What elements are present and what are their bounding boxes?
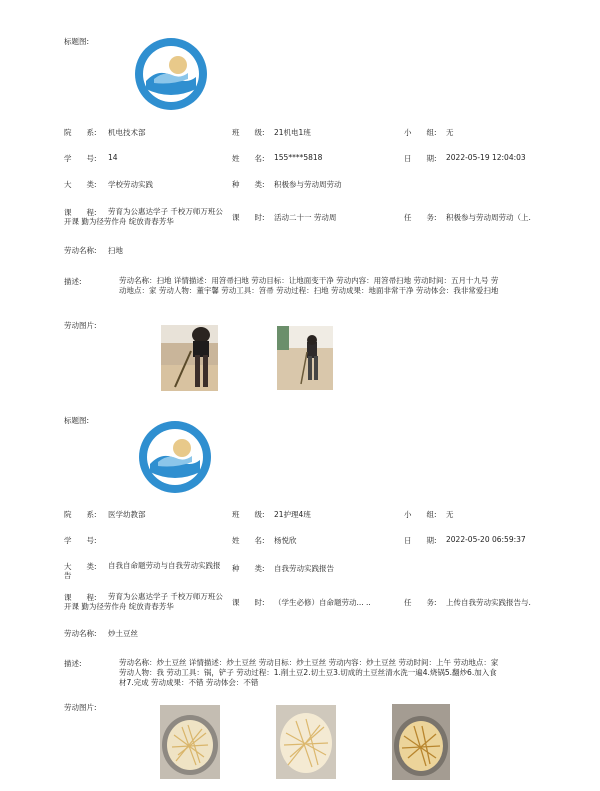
labor-name-label: 劳动名称: <box>64 629 97 638</box>
class-label: 班 级: <box>232 510 265 519</box>
group-label: 小 组: <box>404 128 437 137</box>
period-value: 活动二十一 劳动周 <box>274 213 337 222</box>
type-label: 种 类: <box>232 564 265 573</box>
title-image-label: 标题图: <box>64 416 90 425</box>
description-label: 描述: <box>64 277 82 286</box>
dept-label: 院 系: <box>64 128 97 137</box>
period-label: 课 时: <box>232 598 265 607</box>
labor-photo-sweeping-1 <box>161 325 218 391</box>
photos-label: 劳动图片: <box>64 321 97 330</box>
group-label: 小 组: <box>404 510 437 519</box>
task-value: 上传自我劳动实践报告与. <box>446 598 531 607</box>
logo-year: 1993-1994 <box>157 95 185 101</box>
name-label: 姓 名: <box>232 536 265 545</box>
name-value: 155****5818 <box>274 153 323 162</box>
type-value: 积极参与劳动周劳动 <box>274 180 342 189</box>
date-value: 2022-05-19 12:04:03 <box>446 153 526 162</box>
task-value: 积极参与劳动周劳动（上. <box>446 213 531 222</box>
group-value: 无 <box>446 510 454 519</box>
labor-photo-potato-2 <box>276 705 336 779</box>
category-label: 大 类: <box>64 180 97 189</box>
task-label: 任 务: <box>404 598 437 607</box>
task-label: 任 务: <box>404 213 437 222</box>
labor-photo-sweeping-2 <box>277 326 333 390</box>
course-label: 课 程: <box>64 593 97 602</box>
course-label: 课 程: <box>64 208 97 217</box>
period-label: 课 时: <box>232 213 265 222</box>
title-image-label: 标题图: <box>64 37 90 46</box>
student-id-value: 14 <box>108 153 118 162</box>
labor-name-value: 炒土豆丝 <box>108 629 138 638</box>
labor-photo-potato-1 <box>160 705 220 779</box>
school-logo <box>138 420 212 494</box>
student-id-label: 学 号: <box>64 536 97 545</box>
dept-value: 医学幼教部 <box>108 510 146 519</box>
type-value: 自我劳动实践报告 <box>274 564 334 573</box>
date-label: 日 期: <box>404 154 437 163</box>
group-value: 无 <box>446 128 454 137</box>
period-value: （学生必修）自命题劳动... .. <box>274 598 371 607</box>
dept-label: 院 系: <box>64 510 97 519</box>
description-value: 劳动名称：扫地 详情描述：用笤帚扫地 劳动目标：让地面变干净 劳动内容：用笤帚扫地 劳动时间：五月十九号 劳动地点：家 劳动人物：董宇馨 劳动工具：笤帚 劳动过程：扫地 劳动成果：地面非常干净 劳动体会：我非常爱扫地 <box>119 276 499 295</box>
labor-name-label: 劳动名称: <box>64 246 97 255</box>
labor-name-value: 扫地 <box>108 246 123 255</box>
description-value: 劳动名称：炒土豆丝 详情描述：炒土豆丝 劳动目标：炒土豆丝 劳动内容：炒土豆丝 劳动时间：上午 劳动地点：家 劳动人物：我 劳动工具：锅，铲子 劳动过程：1.削土豆2.切土豆3.切成的土豆丝清水洗一遍4.烧锅5.翻炒6.加入食材7.完成 劳动成果：不错 劳动体会：不错 <box>119 658 499 687</box>
logo-year: 1993-1994 <box>161 478 189 484</box>
school-logo <box>134 37 208 111</box>
labor-photo-potato-3 <box>392 704 450 780</box>
date-value: 2022-05-20 06:59:37 <box>446 535 526 544</box>
dept-value: 机电技术部 <box>108 128 146 137</box>
class-label: 班 级: <box>232 128 265 137</box>
type-label: 种 类: <box>232 180 265 189</box>
name-label: 姓 名: <box>232 154 265 163</box>
category-value: 自我自命题劳动与自我劳动实践报告 <box>64 561 221 580</box>
class-value: 21机电1班 <box>274 128 311 137</box>
student-id-label: 学 号: <box>64 154 97 163</box>
date-label: 日 期: <box>404 536 437 545</box>
class-value: 21护理4班 <box>274 510 311 519</box>
course-value: 劳育为公惠达学子 千校万师万班公开课 勤为径劳作舟 绽放青春芳华 <box>64 207 223 226</box>
category-label: 大 类: <box>64 562 97 571</box>
photos-label: 劳动图片: <box>64 703 97 712</box>
description-label: 描述: <box>64 659 82 668</box>
name-value: 杨悦欣 <box>274 536 297 545</box>
course-value: 劳育为公惠达学子 千校万师万班公开课 勤为径劳作舟 绽放青春芳华 <box>64 592 223 611</box>
category-value: 学校劳动实践 <box>108 180 153 189</box>
